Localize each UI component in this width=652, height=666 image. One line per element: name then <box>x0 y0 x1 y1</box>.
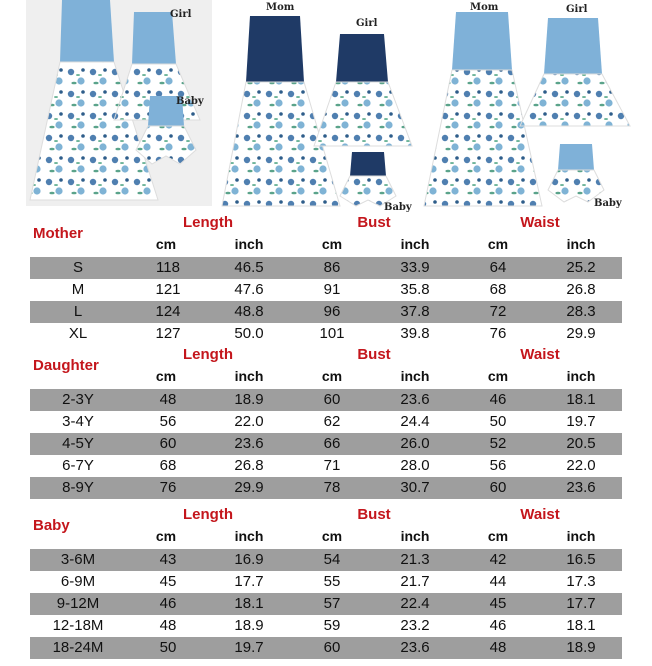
value-cell: 56 <box>159 413 177 430</box>
size-cell: S <box>72 259 83 276</box>
photo-panel-2 <box>222 2 413 212</box>
value-cell: 19.7 <box>566 413 596 430</box>
girl-label-2: Girl <box>356 18 378 29</box>
table-row <box>30 411 622 433</box>
value-cell: 45 <box>489 595 507 612</box>
value-cell: 23.6 <box>400 639 430 656</box>
table-row <box>30 615 622 637</box>
value-cell: 42 <box>489 551 507 568</box>
header-length: Length <box>183 506 233 523</box>
size-cell: 12-18M <box>52 617 104 634</box>
header-waist: Waist <box>520 346 560 363</box>
value-cell: 23.6 <box>400 391 430 408</box>
mom-dress-3 <box>424 12 542 206</box>
unit-waist-cm: cm <box>487 528 509 544</box>
unit-waist-cm: cm <box>487 368 509 384</box>
value-cell: 47.6 <box>234 281 264 298</box>
section-label: Daughter <box>33 357 99 374</box>
table-row <box>30 389 622 411</box>
baby-label-1: Baby <box>176 96 204 107</box>
value-cell: 62 <box>323 413 341 430</box>
baby-label-3: Baby <box>594 198 622 209</box>
value-cell: 68 <box>489 281 507 298</box>
value-cell: 66 <box>323 435 341 452</box>
size-cell: L <box>73 303 83 320</box>
value-cell: 64 <box>489 259 507 276</box>
value-cell: 60 <box>323 639 341 656</box>
header-length: Length <box>183 214 233 231</box>
mom-label-3: Mom <box>470 2 499 13</box>
size-cell: 18-24M <box>52 639 104 656</box>
value-cell: 78 <box>323 479 341 496</box>
baby-romper-2 <box>340 152 396 206</box>
value-cell: 48 <box>159 617 177 634</box>
value-cell: 57 <box>323 595 341 612</box>
value-cell: 22.4 <box>400 595 430 612</box>
section-label: Baby <box>33 517 70 534</box>
size-cell: 8-9Y <box>62 479 94 496</box>
value-cell: 56 <box>489 457 507 474</box>
unit-waist-inch: inch <box>566 368 596 384</box>
unit-waist-inch: inch <box>566 236 596 252</box>
unit-waist-inch: inch <box>566 528 596 544</box>
value-cell: 20.5 <box>566 435 596 452</box>
table-row <box>30 323 622 345</box>
table-row <box>30 455 622 477</box>
value-cell: 21.7 <box>400 573 430 590</box>
table-row <box>30 301 622 323</box>
baby-romper-3 <box>548 144 604 202</box>
size-cell: 2-3Y <box>62 391 94 408</box>
value-cell: 23.6 <box>234 435 264 452</box>
value-cell: 45 <box>159 573 177 590</box>
photo-panel-1 <box>26 0 212 206</box>
value-cell: 124 <box>155 303 181 320</box>
header-waist: Waist <box>520 214 560 231</box>
size-cell: 9-12M <box>56 595 100 612</box>
value-cell: 48.8 <box>234 303 264 320</box>
size-cell: 4-5Y <box>62 435 94 452</box>
table-row <box>30 477 622 499</box>
table-row <box>30 637 622 659</box>
value-cell: 46 <box>489 617 507 634</box>
mom-dress-2 <box>222 16 340 206</box>
table-row <box>30 571 622 593</box>
value-cell: 17.7 <box>566 595 596 612</box>
value-cell: 21.3 <box>400 551 430 568</box>
value-cell: 24.4 <box>400 413 430 430</box>
header-bust: Bust <box>357 346 391 363</box>
size-cell: 6-7Y <box>62 457 94 474</box>
unit-bust-inch: inch <box>400 528 430 544</box>
table-row <box>30 257 622 279</box>
size-cell: M <box>71 281 85 298</box>
table-row <box>30 593 622 615</box>
value-cell: 43 <box>159 551 177 568</box>
girl-label-3: Girl <box>566 4 588 15</box>
value-cell: 29.9 <box>566 325 596 342</box>
value-cell: 46 <box>489 391 507 408</box>
value-cell: 46 <box>159 595 177 612</box>
value-cell: 48 <box>159 391 177 408</box>
value-cell: 22.0 <box>234 413 264 430</box>
value-cell: 37.8 <box>400 303 430 320</box>
value-cell: 127 <box>155 325 181 342</box>
unit-length-cm: cm <box>155 368 177 384</box>
value-cell: 18.9 <box>566 639 596 656</box>
value-cell: 22.0 <box>566 457 596 474</box>
value-cell: 44 <box>489 573 507 590</box>
value-cell: 26.0 <box>400 435 430 452</box>
table-row <box>30 279 622 301</box>
value-cell: 28.0 <box>400 457 430 474</box>
value-cell: 68 <box>159 457 177 474</box>
value-cell: 96 <box>323 303 341 320</box>
value-cell: 26.8 <box>566 281 596 298</box>
header-bust: Bust <box>357 506 391 523</box>
table-row <box>30 549 622 571</box>
value-cell: 26.8 <box>234 457 264 474</box>
size-cell: 6-9M <box>60 573 96 590</box>
baby-label-2: Baby <box>384 202 412 212</box>
value-cell: 18.1 <box>566 617 596 634</box>
value-cell: 60 <box>323 391 341 408</box>
unit-bust-cm: cm <box>321 528 343 544</box>
value-cell: 16.9 <box>234 551 264 568</box>
value-cell: 55 <box>323 573 341 590</box>
value-cell: 48 <box>489 639 507 656</box>
value-cell: 71 <box>323 457 341 474</box>
value-cell: 23.2 <box>400 617 430 634</box>
value-cell: 50 <box>489 413 507 430</box>
header-length: Length <box>183 346 233 363</box>
value-cell: 60 <box>159 435 177 452</box>
value-cell: 17.7 <box>234 573 264 590</box>
value-cell: 72 <box>489 303 507 320</box>
value-cell: 18.1 <box>566 391 596 408</box>
value-cell: 23.6 <box>566 479 596 496</box>
unit-bust-inch: inch <box>400 368 430 384</box>
value-cell: 121 <box>155 281 181 298</box>
header-waist: Waist <box>520 506 560 523</box>
value-cell: 46.5 <box>234 259 264 276</box>
girl-label-1: Girl <box>170 9 192 20</box>
unit-length-inch: inch <box>234 236 264 252</box>
value-cell: 16.5 <box>566 551 596 568</box>
size-cell: 3-6M <box>60 551 96 568</box>
value-cell: 39.8 <box>400 325 430 342</box>
value-cell: 60 <box>489 479 507 496</box>
unit-waist-cm: cm <box>487 236 509 252</box>
value-cell: 54 <box>323 551 341 568</box>
unit-length-cm: cm <box>155 236 177 252</box>
product-photos <box>0 0 652 212</box>
value-cell: 18.9 <box>234 391 264 408</box>
value-cell: 17.3 <box>566 573 596 590</box>
value-cell: 52 <box>489 435 507 452</box>
unit-length-inch: inch <box>234 528 264 544</box>
header-bust: Bust <box>357 214 391 231</box>
mom-label-2: Mom <box>266 2 295 13</box>
value-cell: 18.1 <box>234 595 264 612</box>
value-cell: 30.7 <box>400 479 430 496</box>
value-cell: 50 <box>159 639 177 656</box>
value-cell: 91 <box>323 281 341 298</box>
girl-dress-3 <box>520 18 630 126</box>
size-cell: 3-4Y <box>62 413 94 430</box>
unit-length-cm: cm <box>155 528 177 544</box>
photo-panel-3 <box>424 2 630 209</box>
girl-dress-2 <box>314 34 412 146</box>
value-cell: 25.2 <box>566 259 596 276</box>
value-cell: 118 <box>156 259 180 276</box>
value-cell: 29.9 <box>234 479 264 496</box>
value-cell: 28.3 <box>566 303 596 320</box>
value-cell: 19.7 <box>234 639 264 656</box>
table-row <box>30 433 622 455</box>
value-cell: 59 <box>323 617 341 634</box>
section-label: Mother <box>33 225 83 242</box>
value-cell: 50.0 <box>234 325 264 342</box>
unit-length-inch: inch <box>234 368 264 384</box>
value-cell: 76 <box>159 479 177 496</box>
size-cell: XL <box>68 325 88 342</box>
value-cell: 33.9 <box>400 259 430 276</box>
unit-bust-inch: inch <box>400 236 430 252</box>
value-cell: 35.8 <box>400 281 430 298</box>
value-cell: 86 <box>323 259 341 276</box>
value-cell: 101 <box>319 325 345 342</box>
unit-bust-cm: cm <box>321 368 343 384</box>
value-cell: 76 <box>489 325 507 342</box>
value-cell: 18.9 <box>234 617 264 634</box>
unit-bust-cm: cm <box>321 236 343 252</box>
